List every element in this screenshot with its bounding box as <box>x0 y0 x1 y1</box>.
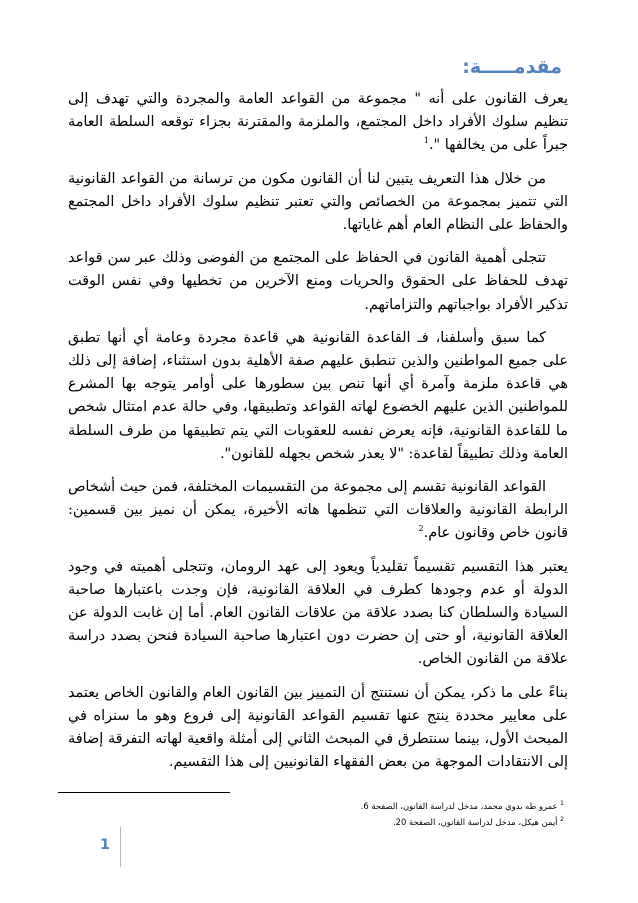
paragraph-2-text: من خلال هذا التعريف يتبين لنا أن القانون مكون من ترسانة من القواعد القانونية التي تتميز بمجموعة من الخصائص والتي تعتبر تنظيم سلوك الأفراد داخل المجتمع والحفاظ على النظام العام أهم غاياتها. <box>68 170 568 234</box>
paragraph-2 <box>68 168 568 238</box>
footnote-1 <box>204 798 564 814</box>
section-heading: مقدمـــــة: <box>462 56 562 78</box>
paragraph-6 <box>68 556 568 672</box>
paragraph-5 <box>68 476 568 546</box>
paragraph-7 <box>68 682 568 775</box>
footnote-2 <box>204 814 564 830</box>
footnote-1-number: 1 <box>560 800 564 808</box>
footnote-ref-1[interactable]: 1 <box>423 136 429 146</box>
paragraph-1 <box>68 88 568 158</box>
paragraph-1-text: يعرف القانون على أنه " مجموعة من القواعد العامة والمجردة والتي تهدف إلى تنظيم سلوك الأفراد داخل المجتمع، والملزمة والمقترنة بجزاء توقعه السلطة العامة جبراً على من يخالفها ". <box>68 91 568 154</box>
paragraph-4 <box>68 327 568 466</box>
paragraph-6-text: يعتبر هذا التقسيم تقسيماً تقليدياً ويعود إلى عهد الرومان، وتتجلى أهميته في وجود الدولة أو عدم وجودها كطرف في العلاقة القانونية، فإن وجدت باعتبارها صاحبة السيادة والسلطان كنا بصدد علاقة من علاقات القانون العام. أما إن غابت الدولة عن العلاقة القانونية، أو حتى إن حضرت دون اعتبارها صاحبة السيادة فنحن بصدد دراسة علاقة من القانون الخاص. <box>68 558 568 668</box>
footnotes <box>204 798 564 830</box>
paragraph-4-text: كما سبق وأسلفنا، فـ القاعدة القانونية هي قاعدة مجردة وعامة أي أنها تطبق على جميع المواطنين والذين تنطبق عليهم صفة الأهلية بدون استثناء، إضافة إلى ذلك هي قاعدة ملزمة وآمرة أي أنها تنص بين سطورها على أوامر يتوجه بها المشرع للمواطنين الذين عليهم الخضوع لهاته القواعد وتطبيقها، وفي حالة عدم امتثال شخص ما للقاعدة القانونية، فإنه يعرض نفسه للعقوبات التي يتم تطبيقها من طرف السلطة العامة وذلك تطبيقاً لقاعدة: "لا يعذر شخص بجهله للقانون". <box>68 329 568 462</box>
paragraph-5-text: القواعد القانونية تقسم إلى مجموعة من التقسيمات المختلفة، فمن حيث أشخاص الرابطة القانونية والعلاقات التي تنظمها هاته الأخيرة، يمكن أن نميز بين قسمين: قانون خاص وقانون عام. <box>68 479 568 542</box>
footnote-2-number: 2 <box>560 816 564 824</box>
body-text <box>68 88 568 784</box>
footnote-2-text: أيمن هيكل، مدخل لدراسة القانون، الصفحة 20. <box>393 817 558 827</box>
paragraph-3 <box>68 247 568 317</box>
paragraph-7-text: بناءً على ما ذكر، يمكن أن نستنتج أن التمييز بين القانون العام والقانون الخاص يعتمد على معايير محددة ينتج عنها تقسيم القواعد القانونية إلى فروع وهو ما سنراه في المبحث الأول، بينما سنتطرق في المبحث الثاني إلى أمثلة واقعية لهاته التفرقة إضافة إلى الانتقادات الموجهة من بعض الفقهاء القانونيين إلى هذا التقسيم. <box>68 684 568 771</box>
page-number: 1 <box>100 837 110 853</box>
footnote-ref-2[interactable]: 2 <box>418 524 424 534</box>
paragraph-3-text: تتجلى أهمية القانون في الحفاظ على المجتمع من الفوضى وذلك عبر سن قواعد تهدف للحفاظ على الحقوق والحريات ومنع الآخرين من تخطيها وفي نفس الوقت تذكير الأفراد بواجباتهم والتزاماتهم. <box>68 250 568 313</box>
footnote-1-text: عمرو طه بدوي محمد، مدخل لدراسة القانون، الصفحة 6. <box>360 801 558 811</box>
page-number-divider <box>120 827 121 867</box>
footnote-separator <box>58 792 230 793</box>
